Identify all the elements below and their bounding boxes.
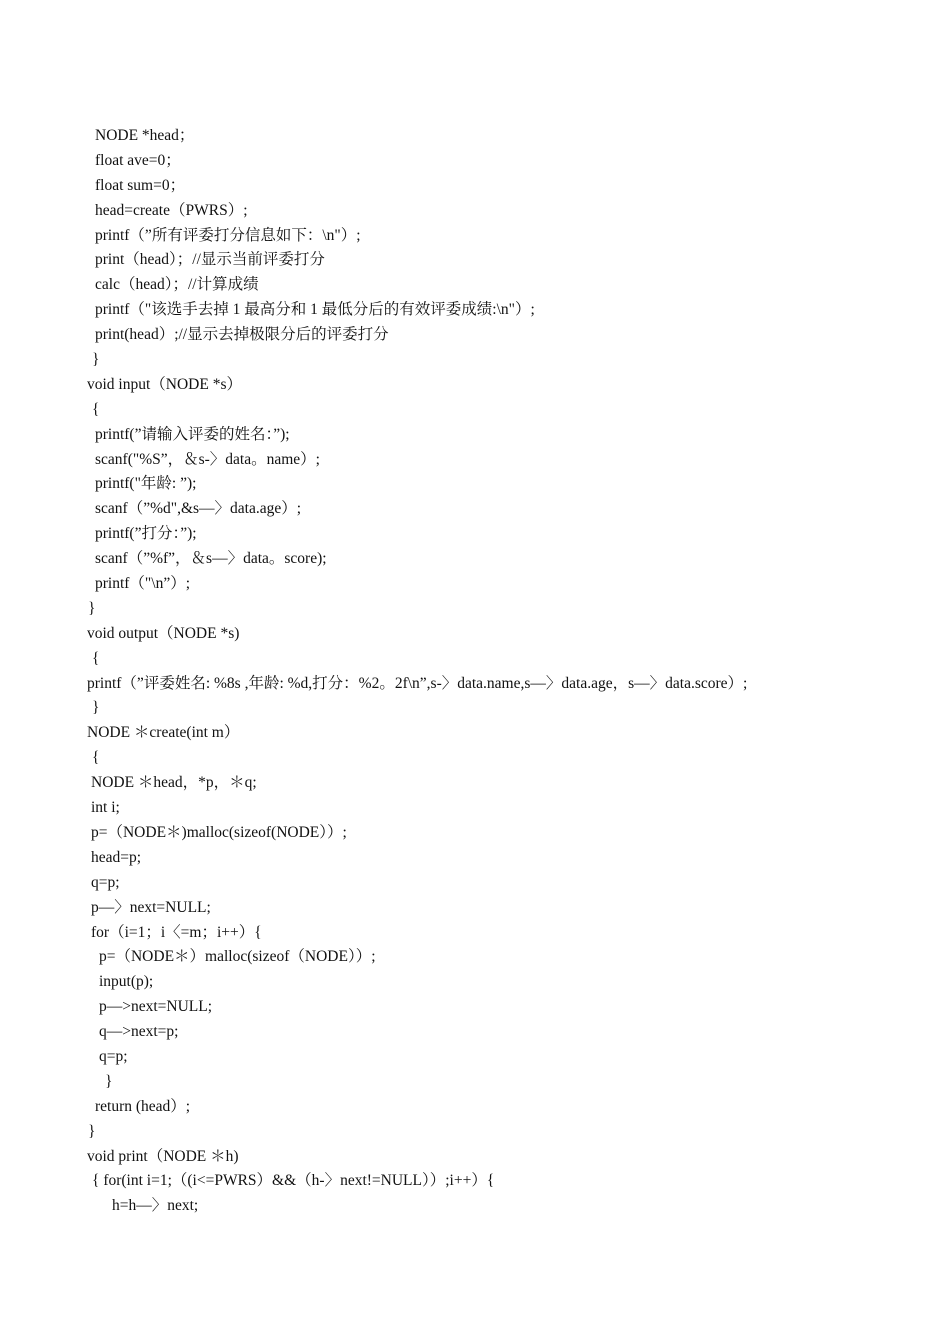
code-line: head=p;: [91, 848, 142, 866]
code-line: float ave=0；: [95, 151, 181, 169]
code-line: calc（head）；//计算成绩: [95, 276, 259, 294]
code-line: printf(”请输入评委的姓名：”);: [95, 425, 290, 443]
code-line: p—〉next=NULL;: [91, 898, 211, 916]
code-line: h=h—〉next;: [112, 1197, 199, 1215]
code-line: {: [92, 649, 100, 667]
code-line: }: [105, 1072, 113, 1090]
code-line: {: [92, 400, 100, 418]
code-line: for（i=1；i〈=m；i++）{: [91, 923, 262, 941]
code-line: scanf（”%f”，＆s—〉data。score);: [95, 550, 327, 568]
code-line: printf（"\n”）;: [95, 575, 191, 593]
code-line: scanf（”%d",&s—〉data.age）;: [95, 500, 302, 518]
code-line: q—>next=p;: [99, 1023, 179, 1041]
code-line: printf(”打分：”);: [95, 525, 197, 543]
code-line: print（head）；//显示当前评委打分: [95, 251, 325, 269]
code-line: NODE ＊head，*p，＊q;: [91, 774, 257, 792]
code-line: NODE *head；: [95, 127, 195, 144]
code-line: return (head）;: [95, 1097, 191, 1115]
code-line: printf（"该选手去掉 1 最高分和 1 最低分后的有效评委成绩:\n"）;: [95, 301, 535, 319]
code-line: void print（NODE ＊h): [87, 1147, 239, 1165]
code-line: head=create（PWRS）;: [95, 201, 248, 219]
code-line: q=p;: [91, 873, 120, 891]
code-line: printf("年龄: ”);: [95, 475, 197, 493]
code-line: void input（NODE *s）: [87, 375, 243, 393]
code-line: printf（”所有评委打分信息如下：\n"）;: [95, 226, 361, 244]
code-listing: [0, 124, 950, 1219]
code-line: }: [88, 599, 96, 617]
code-line: }: [88, 1122, 96, 1140]
code-line: int i;: [91, 799, 120, 817]
code-line: NODE ＊create(int m）: [87, 724, 240, 742]
code-line: scanf("%S”，＆s-〉data。name）;: [95, 450, 320, 468]
code-line: {: [92, 749, 100, 767]
code-line: input(p);: [99, 973, 154, 991]
code-line: }: [92, 699, 100, 717]
code-line: p=（NODE＊）malloc(sizeof（NODE））;: [99, 948, 376, 966]
code-line: void output（NODE *s): [87, 624, 240, 642]
code-line: { for(int i=1;（(i<=PWRS）&&（h-〉next!=NULL））;i++）{: [92, 1172, 495, 1190]
code-line: float sum=0；: [95, 176, 186, 194]
code-line: p=（NODE＊)malloc(sizeof(NODE））;: [91, 823, 347, 841]
code-line: q=p;: [99, 1047, 128, 1065]
code-line: printf（”评委姓名: %8s ,年龄: %d,打分：%2。2f\n”,s-〉data.name,s—〉data.age，s—〉data.score）;: [87, 674, 748, 692]
code-line: print(head）;//显示去掉极限分后的评委打分: [95, 326, 389, 344]
code-line: p—>next=NULL;: [99, 998, 213, 1016]
code-line: }: [92, 351, 100, 369]
